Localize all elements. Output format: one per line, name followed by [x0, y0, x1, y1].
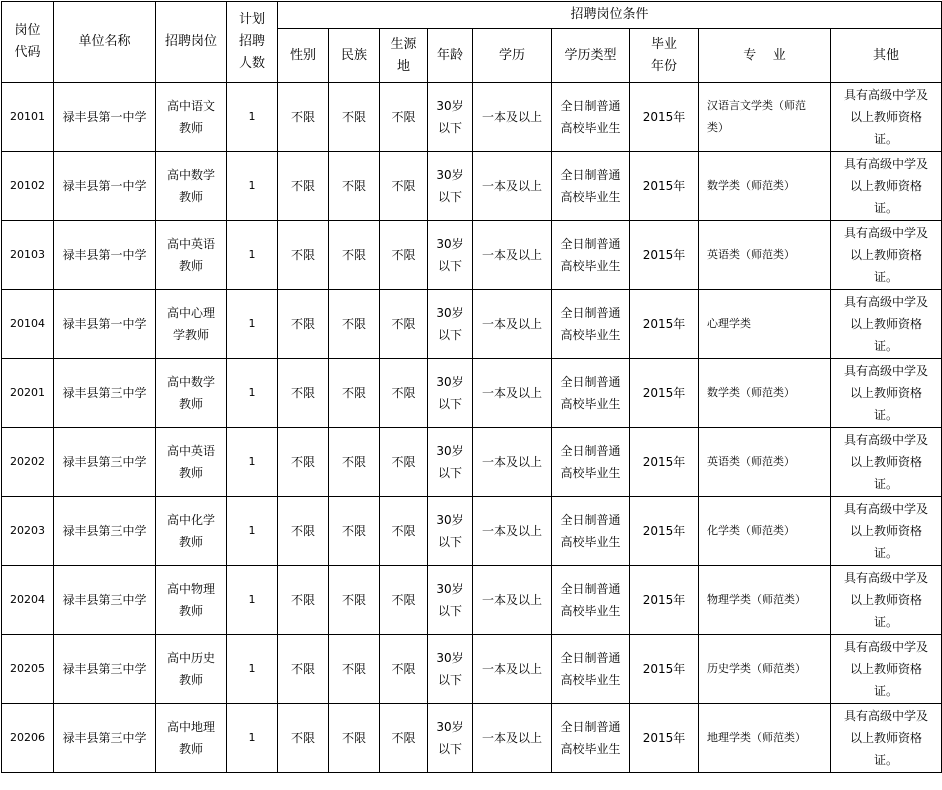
cell-unit: 禄丰县第三中学 — [54, 635, 156, 704]
cell-ethnicity: 不限 — [329, 428, 380, 497]
cell-gender: 不限 — [278, 221, 329, 290]
cell-code: 20104 — [2, 290, 54, 359]
cell-unit: 禄丰县第一中学 — [54, 290, 156, 359]
cell-edu-type: 全日制普通 高校毕业生 — [552, 359, 630, 428]
cell-grad-year: 2015年 — [630, 290, 699, 359]
cell-position: 高中英语 教师 — [156, 221, 227, 290]
cell-code: 20101 — [2, 83, 54, 152]
cell-origin: 不限 — [380, 704, 428, 773]
cell-age: 30岁 以下 — [428, 359, 473, 428]
cell-age: 30岁 以下 — [428, 83, 473, 152]
header-count: 计划 招聘 人数 — [227, 2, 278, 83]
cell-ethnicity: 不限 — [329, 221, 380, 290]
table-row — [2, 704, 942, 773]
cell-gender: 不限 — [278, 428, 329, 497]
cell-ethnicity: 不限 — [329, 704, 380, 773]
header-education: 学历 — [473, 29, 552, 83]
table-row — [2, 359, 942, 428]
cell-education: 一本及以上 — [473, 290, 552, 359]
cell-education: 一本及以上 — [473, 635, 552, 704]
cell-count: 1 — [227, 221, 278, 290]
cell-other: 具有高级中学及 以上教师资格 证。 — [831, 428, 942, 497]
cell-position: 高中数学 教师 — [156, 152, 227, 221]
cell-ethnicity: 不限 — [329, 83, 380, 152]
cell-unit: 禄丰县第三中学 — [54, 359, 156, 428]
cell-major: 地理学类（师范类） — [699, 704, 831, 773]
cell-unit: 禄丰县第三中学 — [54, 704, 156, 773]
cell-position: 高中数学 教师 — [156, 359, 227, 428]
header-origin: 生源 地 — [380, 29, 428, 83]
cell-count: 1 — [227, 428, 278, 497]
cell-gender: 不限 — [278, 359, 329, 428]
cell-count: 1 — [227, 359, 278, 428]
cell-ethnicity: 不限 — [329, 152, 380, 221]
cell-grad-year: 2015年 — [630, 566, 699, 635]
cell-age: 30岁 以下 — [428, 290, 473, 359]
table-row — [2, 428, 942, 497]
cell-origin: 不限 — [380, 359, 428, 428]
cell-edu-type: 全日制普通 高校毕业生 — [552, 497, 630, 566]
cell-edu-type: 全日制普通 高校毕业生 — [552, 428, 630, 497]
cell-code: 20203 — [2, 497, 54, 566]
cell-origin: 不限 — [380, 428, 428, 497]
cell-education: 一本及以上 — [473, 152, 552, 221]
cell-origin: 不限 — [380, 290, 428, 359]
cell-edu-type: 全日制普通 高校毕业生 — [552, 221, 630, 290]
cell-code: 20206 — [2, 704, 54, 773]
cell-major: 汉语言文学类（师范 类） — [699, 83, 831, 152]
cell-grad-year: 2015年 — [630, 152, 699, 221]
cell-edu-type: 全日制普通 高校毕业生 — [552, 704, 630, 773]
cell-edu-type: 全日制普通 高校毕业生 — [552, 566, 630, 635]
recruitment-table — [1, 1, 942, 773]
cell-ethnicity: 不限 — [329, 359, 380, 428]
cell-age: 30岁 以下 — [428, 635, 473, 704]
cell-code: 20202 — [2, 428, 54, 497]
cell-unit: 禄丰县第一中学 — [54, 221, 156, 290]
cell-edu-type: 全日制普通 高校毕业生 — [552, 635, 630, 704]
cell-age: 30岁 以下 — [428, 497, 473, 566]
cell-grad-year: 2015年 — [630, 221, 699, 290]
cell-ethnicity: 不限 — [329, 497, 380, 566]
cell-major: 历史学类（师范类） — [699, 635, 831, 704]
table-row — [2, 635, 942, 704]
header-conditions: 招聘岗位条件 — [278, 2, 942, 29]
cell-gender: 不限 — [278, 566, 329, 635]
table-row — [2, 566, 942, 635]
cell-origin: 不限 — [380, 566, 428, 635]
cell-position: 高中化学 教师 — [156, 497, 227, 566]
cell-other: 具有高级中学及 以上教师资格 证。 — [831, 704, 942, 773]
cell-grad-year: 2015年 — [630, 497, 699, 566]
header-row-1 — [2, 2, 942, 29]
cell-position: 高中地理 教师 — [156, 704, 227, 773]
table-row — [2, 221, 942, 290]
cell-grad-year: 2015年 — [630, 359, 699, 428]
cell-ethnicity: 不限 — [329, 566, 380, 635]
cell-gender: 不限 — [278, 704, 329, 773]
cell-origin: 不限 — [380, 635, 428, 704]
cell-count: 1 — [227, 497, 278, 566]
cell-other: 具有高级中学及 以上教师资格 证。 — [831, 566, 942, 635]
cell-count: 1 — [227, 290, 278, 359]
cell-major: 数学类（师范类） — [699, 359, 831, 428]
cell-age: 30岁 以下 — [428, 704, 473, 773]
cell-code: 20201 — [2, 359, 54, 428]
cell-ethnicity: 不限 — [329, 290, 380, 359]
cell-education: 一本及以上 — [473, 359, 552, 428]
cell-position: 高中物理 教师 — [156, 566, 227, 635]
cell-grad-year: 2015年 — [630, 635, 699, 704]
table-row — [2, 83, 942, 152]
cell-major: 英语类（师范类） — [699, 428, 831, 497]
cell-other: 具有高级中学及 以上教师资格 证。 — [831, 290, 942, 359]
cell-count: 1 — [227, 83, 278, 152]
header-code: 岗位 代码 — [2, 2, 54, 83]
cell-major: 数学类（师范类） — [699, 152, 831, 221]
cell-unit: 禄丰县第一中学 — [54, 83, 156, 152]
header-major: 专 业 — [699, 29, 831, 83]
cell-position: 高中历史 教师 — [156, 635, 227, 704]
cell-edu-type: 全日制普通 高校毕业生 — [552, 290, 630, 359]
table-row — [2, 290, 942, 359]
cell-edu-type: 全日制普通 高校毕业生 — [552, 83, 630, 152]
cell-gender: 不限 — [278, 497, 329, 566]
header-other: 其他 — [831, 29, 942, 83]
cell-unit: 禄丰县第三中学 — [54, 497, 156, 566]
cell-grad-year: 2015年 — [630, 704, 699, 773]
cell-origin: 不限 — [380, 221, 428, 290]
cell-major: 化学类（师范类） — [699, 497, 831, 566]
cell-origin: 不限 — [380, 497, 428, 566]
cell-unit: 禄丰县第三中学 — [54, 566, 156, 635]
cell-age: 30岁 以下 — [428, 566, 473, 635]
cell-position: 高中语文 教师 — [156, 83, 227, 152]
cell-other: 具有高级中学及 以上教师资格 证。 — [831, 83, 942, 152]
cell-code: 20204 — [2, 566, 54, 635]
cell-age: 30岁 以下 — [428, 221, 473, 290]
cell-grad-year: 2015年 — [630, 83, 699, 152]
cell-origin: 不限 — [380, 83, 428, 152]
header-gender: 性别 — [278, 29, 329, 83]
cell-position: 高中英语 教师 — [156, 428, 227, 497]
cell-education: 一本及以上 — [473, 221, 552, 290]
cell-unit: 禄丰县第三中学 — [54, 428, 156, 497]
cell-ethnicity: 不限 — [329, 635, 380, 704]
cell-other: 具有高级中学及 以上教师资格 证。 — [831, 359, 942, 428]
cell-gender: 不限 — [278, 152, 329, 221]
cell-gender: 不限 — [278, 290, 329, 359]
cell-count: 1 — [227, 704, 278, 773]
cell-count: 1 — [227, 635, 278, 704]
cell-edu-type: 全日制普通 高校毕业生 — [552, 152, 630, 221]
header-ethnicity: 民族 — [329, 29, 380, 83]
table-row — [2, 152, 942, 221]
cell-major: 物理学类（师范类） — [699, 566, 831, 635]
cell-gender: 不限 — [278, 635, 329, 704]
header-position: 招聘岗位 — [156, 2, 227, 83]
cell-count: 1 — [227, 152, 278, 221]
header-unit: 单位名称 — [54, 2, 156, 83]
cell-code: 20102 — [2, 152, 54, 221]
cell-age: 30岁 以下 — [428, 428, 473, 497]
cell-age: 30岁 以下 — [428, 152, 473, 221]
header-grad-year: 毕业 年份 — [630, 29, 699, 83]
cell-other: 具有高级中学及 以上教师资格 证。 — [831, 497, 942, 566]
header-age: 年龄 — [428, 29, 473, 83]
cell-position: 高中心理 学教师 — [156, 290, 227, 359]
cell-other: 具有高级中学及 以上教师资格 证。 — [831, 152, 942, 221]
cell-education: 一本及以上 — [473, 428, 552, 497]
cell-other: 具有高级中学及 以上教师资格 证。 — [831, 221, 942, 290]
cell-origin: 不限 — [380, 152, 428, 221]
cell-count: 1 — [227, 566, 278, 635]
table-row — [2, 497, 942, 566]
cell-unit: 禄丰县第一中学 — [54, 152, 156, 221]
cell-major: 英语类（师范类） — [699, 221, 831, 290]
header-edu-type: 学历类型 — [552, 29, 630, 83]
cell-code: 20103 — [2, 221, 54, 290]
cell-code: 20205 — [2, 635, 54, 704]
cell-grad-year: 2015年 — [630, 428, 699, 497]
cell-education: 一本及以上 — [473, 566, 552, 635]
cell-major: 心理学类 — [699, 290, 831, 359]
cell-education: 一本及以上 — [473, 704, 552, 773]
cell-other: 具有高级中学及 以上教师资格 证。 — [831, 635, 942, 704]
cell-gender: 不限 — [278, 83, 329, 152]
cell-education: 一本及以上 — [473, 83, 552, 152]
cell-education: 一本及以上 — [473, 497, 552, 566]
